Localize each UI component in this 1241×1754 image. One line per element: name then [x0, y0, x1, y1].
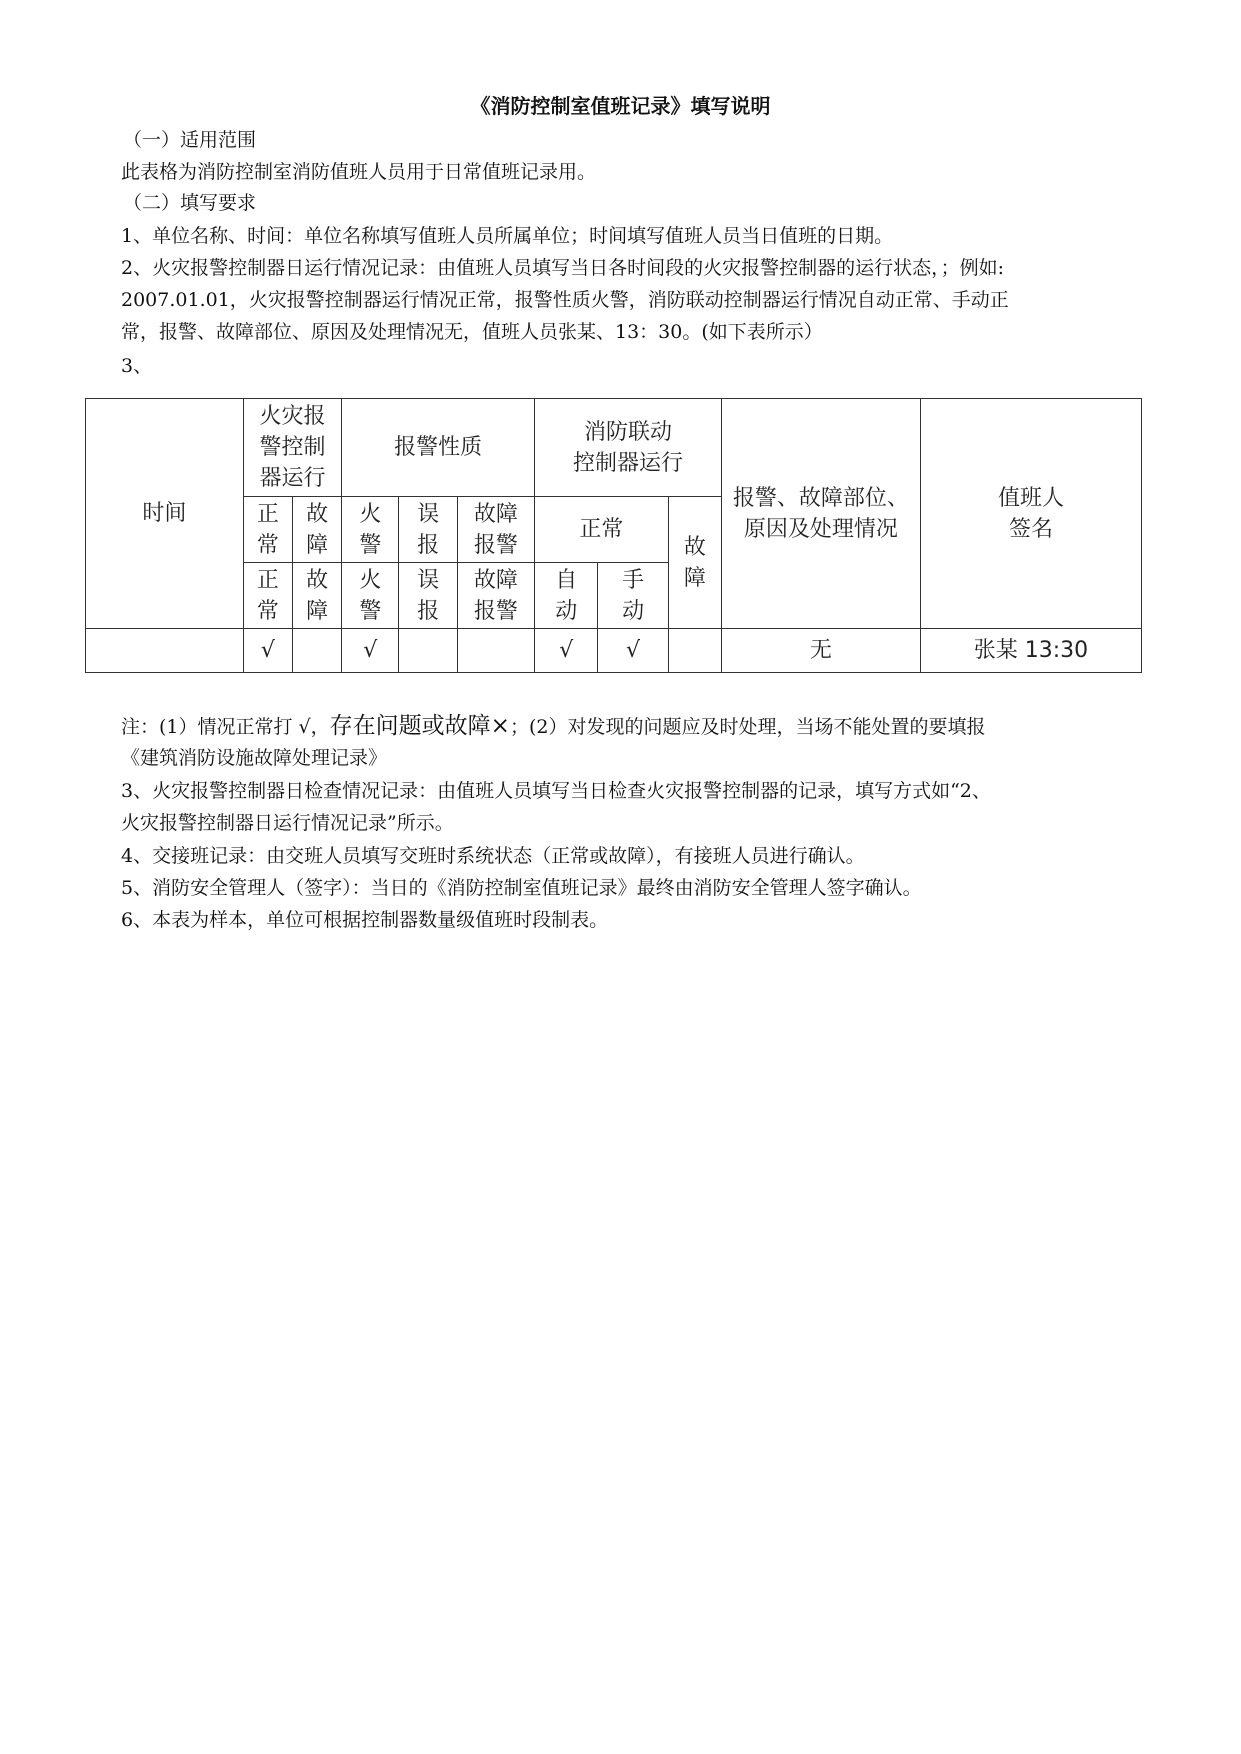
sub-false-alarm [399, 497, 457, 563]
sub-ctrl-fault [292, 497, 341, 563]
sub-linkage-fault-a: 故 [683, 534, 706, 560]
note-line-1-a: 注：(1）情况正常打 √， [121, 716, 330, 738]
sub-fire-b: 警 [359, 532, 382, 558]
header-location-line-1: 报警、故障部位、 [732, 485, 909, 511]
sub-fire [342, 497, 399, 563]
item-2-line-2: 2007.01.01，火灾报警控制器运行情况正常，报警性质火警，消防联动控制器运行情况自动正常、手动正 [121, 289, 1009, 311]
sub-ctrl-fault-b: 障 [306, 532, 329, 558]
sub-auto-b: 动 [555, 598, 578, 624]
sub2-ctrl-normal-b: 常 [256, 598, 279, 624]
section1-heading: （一）适用范围 [123, 129, 257, 151]
sub2-fault-alarm-a: 故障 [473, 567, 518, 593]
cell-time [86, 629, 244, 673]
cell-signature: 张某 13:30 [920, 629, 1141, 673]
sub-auto [535, 563, 598, 629]
sub2-ctrl-normal [243, 563, 292, 629]
duty-record-table [85, 398, 1142, 673]
cell-location: 无 [721, 629, 920, 673]
note-line-2: 《建筑消防设施故障处理记录》 [121, 747, 388, 769]
sub-false-b: 报 [417, 532, 440, 558]
header-alarm-nature: 报警性质 [342, 399, 535, 497]
cell-auto: √ [535, 629, 598, 673]
item-2-line-3: 常，报警、故障部位、原因及处理情况无，值班人员张某、13：30。(如下表所示） [121, 321, 823, 343]
sub2-false-alarm [399, 563, 457, 629]
sub2-false-b: 报 [417, 598, 440, 624]
header-linkage-controller [535, 399, 722, 497]
document-title: 《消防控制室值班记录》填写说明 [470, 94, 771, 118]
item-3-line-2: 火灾报警控制器日运行情况记录”所示。 [121, 812, 454, 834]
header-time: 时间 [86, 399, 244, 629]
header-fire-controller-line-2: 警控制 [259, 435, 326, 460]
section2-heading: （二）填写要求 [123, 192, 257, 214]
sub-ctrl-normal [243, 497, 292, 563]
item-6: 6、本表为样本，单位可根据控制器数量级值班时段制表。 [121, 909, 609, 931]
sub2-fault-alarm [457, 563, 534, 629]
sub-manual-b: 动 [622, 598, 645, 624]
note-line-1-c: ；(2）对发现的问题应及时处理，当场不能处置的要填报 [509, 716, 986, 738]
header-fire-controller-line-3: 器运行 [259, 466, 326, 491]
sub-fault-alarm-b: 报警 [473, 532, 518, 558]
cell-ctrl-normal: √ [243, 629, 292, 673]
cell-manual: √ [598, 629, 668, 673]
sub-false-a: 误 [417, 501, 440, 527]
item-4: 4、交接班记录：由交班人员填写交班时系统状态（正常或故障），有接班人员进行确认。 [121, 845, 865, 867]
section1-text: 此表格为消防控制室消防值班人员用于日常值班记录用。 [121, 161, 597, 183]
note-line-1 [121, 712, 985, 741]
header-signature-line-1: 值班人 [997, 485, 1064, 511]
sub-manual-a: 手 [622, 567, 645, 593]
item-3-label: 3、 [121, 355, 153, 377]
sub2-fault-alarm-b: 报警 [473, 598, 518, 624]
cell-fault-alarm [457, 629, 534, 673]
header-fire-controller [243, 399, 341, 497]
cell-ctrl-fault [292, 629, 341, 673]
sub2-ctrl-fault-a: 故 [306, 567, 329, 593]
sub-ctrl-fault-a: 故 [306, 501, 329, 527]
header-location-line-2: 原因及处理情况 [743, 516, 898, 542]
sub-ctrl-normal-b: 常 [256, 532, 279, 558]
sub-linkage-normal: 正常 [535, 497, 669, 563]
header-signature [920, 399, 1141, 629]
header-linkage-line-1: 消防联动 [584, 419, 673, 445]
sub2-false-a: 误 [417, 567, 440, 593]
header-linkage-line-2: 控制器运行 [573, 450, 684, 476]
sub-linkage-fault-b: 障 [683, 565, 706, 591]
item-1: 1、单位名称、时间：单位名称填写值班人员所属单位；时间填写值班人员当日值班的日期。 [121, 225, 894, 247]
sub-auto-a: 自 [555, 567, 578, 593]
item-2-line-1: 2、火灾报警控制器日运行情况记录：由值班人员填写当日各时间段的火灾报警控制器的运行状态，；例如: [121, 257, 1004, 279]
sub-ctrl-normal-a: 正 [256, 501, 279, 527]
sub2-ctrl-normal-a: 正 [256, 567, 279, 593]
cell-linkage-fault [668, 629, 721, 673]
cell-false-alarm [399, 629, 457, 673]
sub2-fire-a: 火 [359, 567, 382, 593]
sub2-fire [342, 563, 399, 629]
sub-linkage-fault [668, 497, 721, 629]
item-3-line-1: 3、火灾报警控制器日检查情况记录：由值班人员填写当日检查火灾报警控制器的记录，填写方式如“2、 [121, 780, 991, 802]
header-signature-line-2: 签名 [1008, 516, 1053, 542]
sub2-ctrl-fault [292, 563, 341, 629]
sub-fire-a: 火 [359, 501, 382, 527]
item-5: 5、消防安全管理人（签字）：当日的《消防控制室值班记录》最终由消防安全管理人签字确认。 [121, 877, 922, 899]
header-fire-controller-line-1: 火灾报 [259, 404, 326, 429]
sub2-ctrl-fault-b: 障 [306, 598, 329, 624]
sub-fault-alarm [457, 497, 534, 563]
sub-fault-alarm-a: 故障 [473, 501, 518, 527]
note-line-1-b: 存在问题或故障× [329, 713, 510, 739]
sub2-fire-b: 警 [359, 598, 382, 624]
cell-fire: √ [342, 629, 399, 673]
sub-manual [598, 563, 668, 629]
header-location [721, 399, 920, 629]
table-row [86, 629, 1142, 673]
